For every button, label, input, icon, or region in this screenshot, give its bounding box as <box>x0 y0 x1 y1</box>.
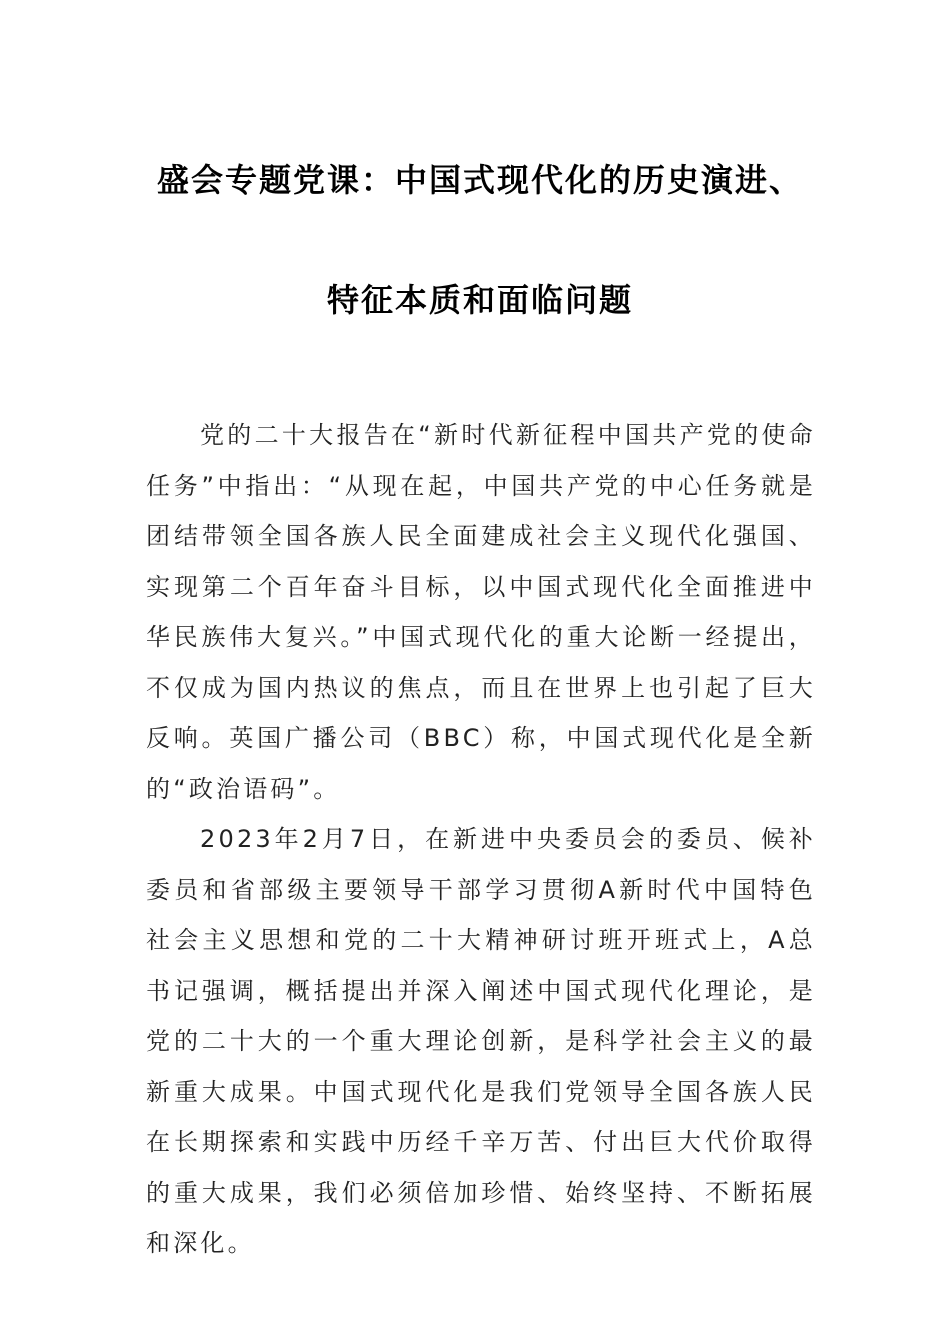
document-body <box>146 410 816 1269</box>
paragraph-1: 党的二十大报告在“新时代新征程中国共产党的使命任务”中指出：“从现在起，中国共产党的中心任务就是团结带领全国各族人民全面建成社会主义现代化强国、实现第二个百年奋斗目标，以中国式现代化全面推进中华民族伟大复兴。”中国式现代化的重大论断一经提出，不仅成为国内热议的焦点，而且在世界上也引起了巨大反响。英国广播公司（BBC）称，中国式现代化是全新的“政治语码”。 <box>146 421 816 803</box>
paragraph-2: 2023年2月7日，在新进中央委员会的委员、候补委员和省部级主要领导干部学习贯彻A新时代中国特色社会主义思想和党的二十大精神研讨班开班式上，A总书记强调，概括提出并深入阐述中国式现代化理论，是党的二十大的一个重大理论创新，是科学社会主义的最新重大成果。中国式现代化是我们党领导全国各族人民在长期探索和实践中历经千辛万苦、付出巨大代价取得的重大成果，我们必须倍加珍惜、始终坚持、不断拓展和深化。 <box>146 825 816 1257</box>
document-title-line-1: 盛会专题党课：中国式现代化的历史演进、 <box>156 161 803 199</box>
document-title-line-2: 特征本质和面临问题 <box>326 281 633 319</box>
